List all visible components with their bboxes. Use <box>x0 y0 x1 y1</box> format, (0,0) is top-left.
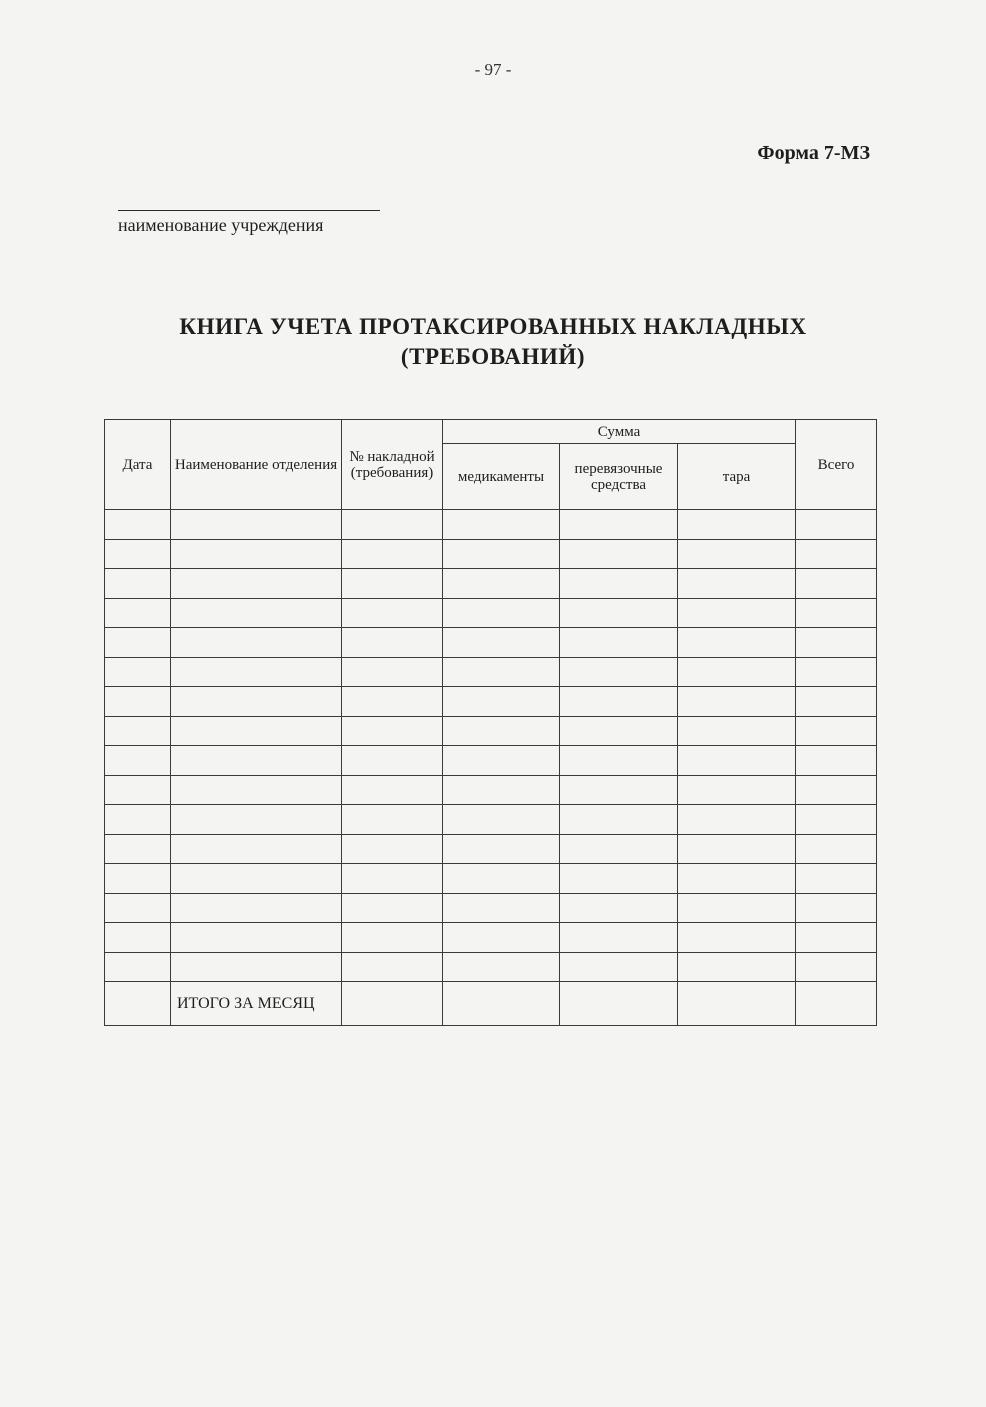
cell-medicines[interactable] <box>443 510 560 540</box>
cell-total[interactable] <box>796 893 877 923</box>
header-department: Наименование отделения <box>171 420 342 510</box>
cell-container[interactable] <box>678 687 796 717</box>
cell-total[interactable] <box>796 628 877 658</box>
cell-department[interactable] <box>171 834 342 864</box>
cell-container[interactable] <box>678 834 796 864</box>
cell-invoice[interactable] <box>342 657 443 687</box>
cell-medicines[interactable] <box>443 805 560 835</box>
cell-total[interactable] <box>796 952 877 982</box>
header-total: Всего <box>796 420 877 510</box>
cell-department[interactable] <box>171 746 342 776</box>
cell-date[interactable] <box>105 510 171 540</box>
cell-dressings[interactable] <box>560 598 678 628</box>
cell-dressings[interactable] <box>560 628 678 658</box>
page-number: - 97 - <box>474 60 512 79</box>
cell-medicines[interactable] <box>443 687 560 717</box>
cell-dressings[interactable] <box>560 864 678 894</box>
cell-total[interactable] <box>796 805 877 835</box>
cell-medicines[interactable] <box>443 775 560 805</box>
cell-total[interactable] <box>796 598 877 628</box>
cell-department[interactable] <box>171 952 342 982</box>
total-cell-invoice[interactable] <box>342 982 443 1026</box>
table-row <box>105 716 877 746</box>
header-date: Дата <box>105 420 171 510</box>
cell-container[interactable] <box>678 923 796 953</box>
cell-date[interactable] <box>105 628 171 658</box>
cell-total[interactable] <box>796 834 877 864</box>
cell-total[interactable] <box>796 746 877 776</box>
cell-total[interactable] <box>796 864 877 894</box>
cell-invoice[interactable] <box>342 716 443 746</box>
cell-department[interactable] <box>171 805 342 835</box>
document-title <box>0 312 986 372</box>
cell-department[interactable] <box>171 510 342 540</box>
cell-date[interactable] <box>105 539 171 569</box>
form-code: Форма 7-МЗ <box>757 142 870 164</box>
total-cell-date[interactable] <box>105 982 171 1026</box>
cell-medicines[interactable] <box>443 893 560 923</box>
cell-dressings[interactable] <box>560 657 678 687</box>
institution-name-label: наименование учреждения <box>118 215 324 235</box>
total-cell-medicines[interactable] <box>443 982 560 1026</box>
header-medicines: медикаменты <box>443 444 560 510</box>
table-row <box>105 657 877 687</box>
table-row <box>105 628 877 658</box>
cell-dressings[interactable] <box>560 746 678 776</box>
cell-date[interactable] <box>105 805 171 835</box>
cell-invoice[interactable] <box>342 864 443 894</box>
cell-medicines[interactable] <box>443 539 560 569</box>
cell-total[interactable] <box>796 716 877 746</box>
cell-invoice[interactable] <box>342 952 443 982</box>
cell-date[interactable] <box>105 746 171 776</box>
cell-container[interactable] <box>678 746 796 776</box>
cell-date[interactable] <box>105 569 171 599</box>
cell-date[interactable] <box>105 657 171 687</box>
cell-invoice[interactable] <box>342 569 443 599</box>
cell-medicines[interactable] <box>443 864 560 894</box>
cell-department[interactable] <box>171 628 342 658</box>
ledger-table <box>104 419 877 1026</box>
cell-dressings[interactable] <box>560 687 678 717</box>
cell-container[interactable] <box>678 775 796 805</box>
cell-dressings[interactable] <box>560 834 678 864</box>
cell-dressings[interactable] <box>560 569 678 599</box>
cell-invoice[interactable] <box>342 746 443 776</box>
cell-total[interactable] <box>796 569 877 599</box>
cell-container[interactable] <box>678 864 796 894</box>
cell-invoice[interactable] <box>342 893 443 923</box>
cell-invoice[interactable] <box>342 923 443 953</box>
cell-medicines[interactable] <box>443 628 560 658</box>
cell-total[interactable] <box>796 539 877 569</box>
cell-department[interactable] <box>171 657 342 687</box>
cell-department[interactable] <box>171 775 342 805</box>
table-row <box>105 510 877 540</box>
header-invoice-number: № накладной (требования) <box>342 420 443 510</box>
cell-total[interactable] <box>796 687 877 717</box>
table-row <box>105 893 877 923</box>
cell-dressings[interactable] <box>560 805 678 835</box>
cell-container[interactable] <box>678 716 796 746</box>
title-line-2: (ТРЕБОВАНИЙ) <box>400 344 586 369</box>
cell-invoice[interactable] <box>342 834 443 864</box>
cell-date[interactable] <box>105 716 171 746</box>
cell-total[interactable] <box>796 775 877 805</box>
cell-department[interactable] <box>171 598 342 628</box>
cell-dressings[interactable] <box>560 952 678 982</box>
cell-dressings[interactable] <box>560 510 678 540</box>
cell-container[interactable] <box>678 539 796 569</box>
table-row <box>105 834 877 864</box>
cell-container[interactable] <box>678 569 796 599</box>
table-row <box>105 687 877 717</box>
cell-invoice[interactable] <box>342 805 443 835</box>
table-row <box>105 539 877 569</box>
cell-date[interactable] <box>105 687 171 717</box>
cell-department[interactable] <box>171 687 342 717</box>
cell-department[interactable] <box>171 569 342 599</box>
cell-date[interactable] <box>105 893 171 923</box>
table-row <box>105 569 877 599</box>
cell-department[interactable] <box>171 864 342 894</box>
table-row <box>105 923 877 953</box>
cell-container[interactable] <box>678 952 796 982</box>
cell-dressings[interactable] <box>560 539 678 569</box>
cell-dressings[interactable] <box>560 893 678 923</box>
cell-medicines[interactable] <box>443 598 560 628</box>
institution-name-line[interactable] <box>118 210 380 211</box>
total-row-label: ИТОГО ЗА МЕСЯЦ <box>171 982 342 1026</box>
cell-date[interactable] <box>105 864 171 894</box>
cell-total[interactable] <box>796 657 877 687</box>
cell-container[interactable] <box>678 805 796 835</box>
table-row <box>105 864 877 894</box>
total-cell-total[interactable] <box>796 982 877 1026</box>
title-line-1: КНИГА УЧЕТА ПРОТАКСИРОВАННЫХ НАКЛАДНЫХ <box>179 314 807 339</box>
cell-date[interactable] <box>105 598 171 628</box>
cell-department[interactable] <box>171 716 342 746</box>
cell-invoice[interactable] <box>342 598 443 628</box>
cell-dressings[interactable] <box>560 716 678 746</box>
table-row <box>105 746 877 776</box>
cell-date[interactable] <box>105 834 171 864</box>
cell-invoice[interactable] <box>342 539 443 569</box>
cell-department[interactable] <box>171 893 342 923</box>
table-row <box>105 952 877 982</box>
header-dressings: перевязочные средства <box>560 444 678 510</box>
cell-date[interactable] <box>105 923 171 953</box>
cell-medicines[interactable] <box>443 716 560 746</box>
cell-invoice[interactable] <box>342 510 443 540</box>
cell-container[interactable] <box>678 510 796 540</box>
cell-invoice[interactable] <box>342 628 443 658</box>
total-cell-container[interactable] <box>678 982 796 1026</box>
cell-medicines[interactable] <box>443 746 560 776</box>
cell-medicines[interactable] <box>443 834 560 864</box>
cell-invoice[interactable] <box>342 687 443 717</box>
cell-invoice[interactable] <box>342 775 443 805</box>
table-row <box>105 775 877 805</box>
cell-container[interactable] <box>678 598 796 628</box>
header-sum: Сумма <box>443 420 796 444</box>
table-row <box>105 598 877 628</box>
cell-medicines[interactable] <box>443 952 560 982</box>
total-cell-dressings[interactable] <box>560 982 678 1026</box>
header-container: тара <box>678 444 796 510</box>
cell-container[interactable] <box>678 628 796 658</box>
cell-department[interactable] <box>171 539 342 569</box>
cell-dressings[interactable] <box>560 775 678 805</box>
cell-dressings[interactable] <box>560 923 678 953</box>
table-row <box>105 805 877 835</box>
ledger-body <box>105 510 877 1026</box>
total-row <box>105 982 877 1026</box>
cell-total[interactable] <box>796 510 877 540</box>
cell-container[interactable] <box>678 893 796 923</box>
cell-date[interactable] <box>105 952 171 982</box>
cell-medicines[interactable] <box>443 923 560 953</box>
cell-department[interactable] <box>171 923 342 953</box>
cell-date[interactable] <box>105 775 171 805</box>
cell-medicines[interactable] <box>443 657 560 687</box>
cell-container[interactable] <box>678 657 796 687</box>
cell-total[interactable] <box>796 923 877 953</box>
cell-medicines[interactable] <box>443 569 560 599</box>
